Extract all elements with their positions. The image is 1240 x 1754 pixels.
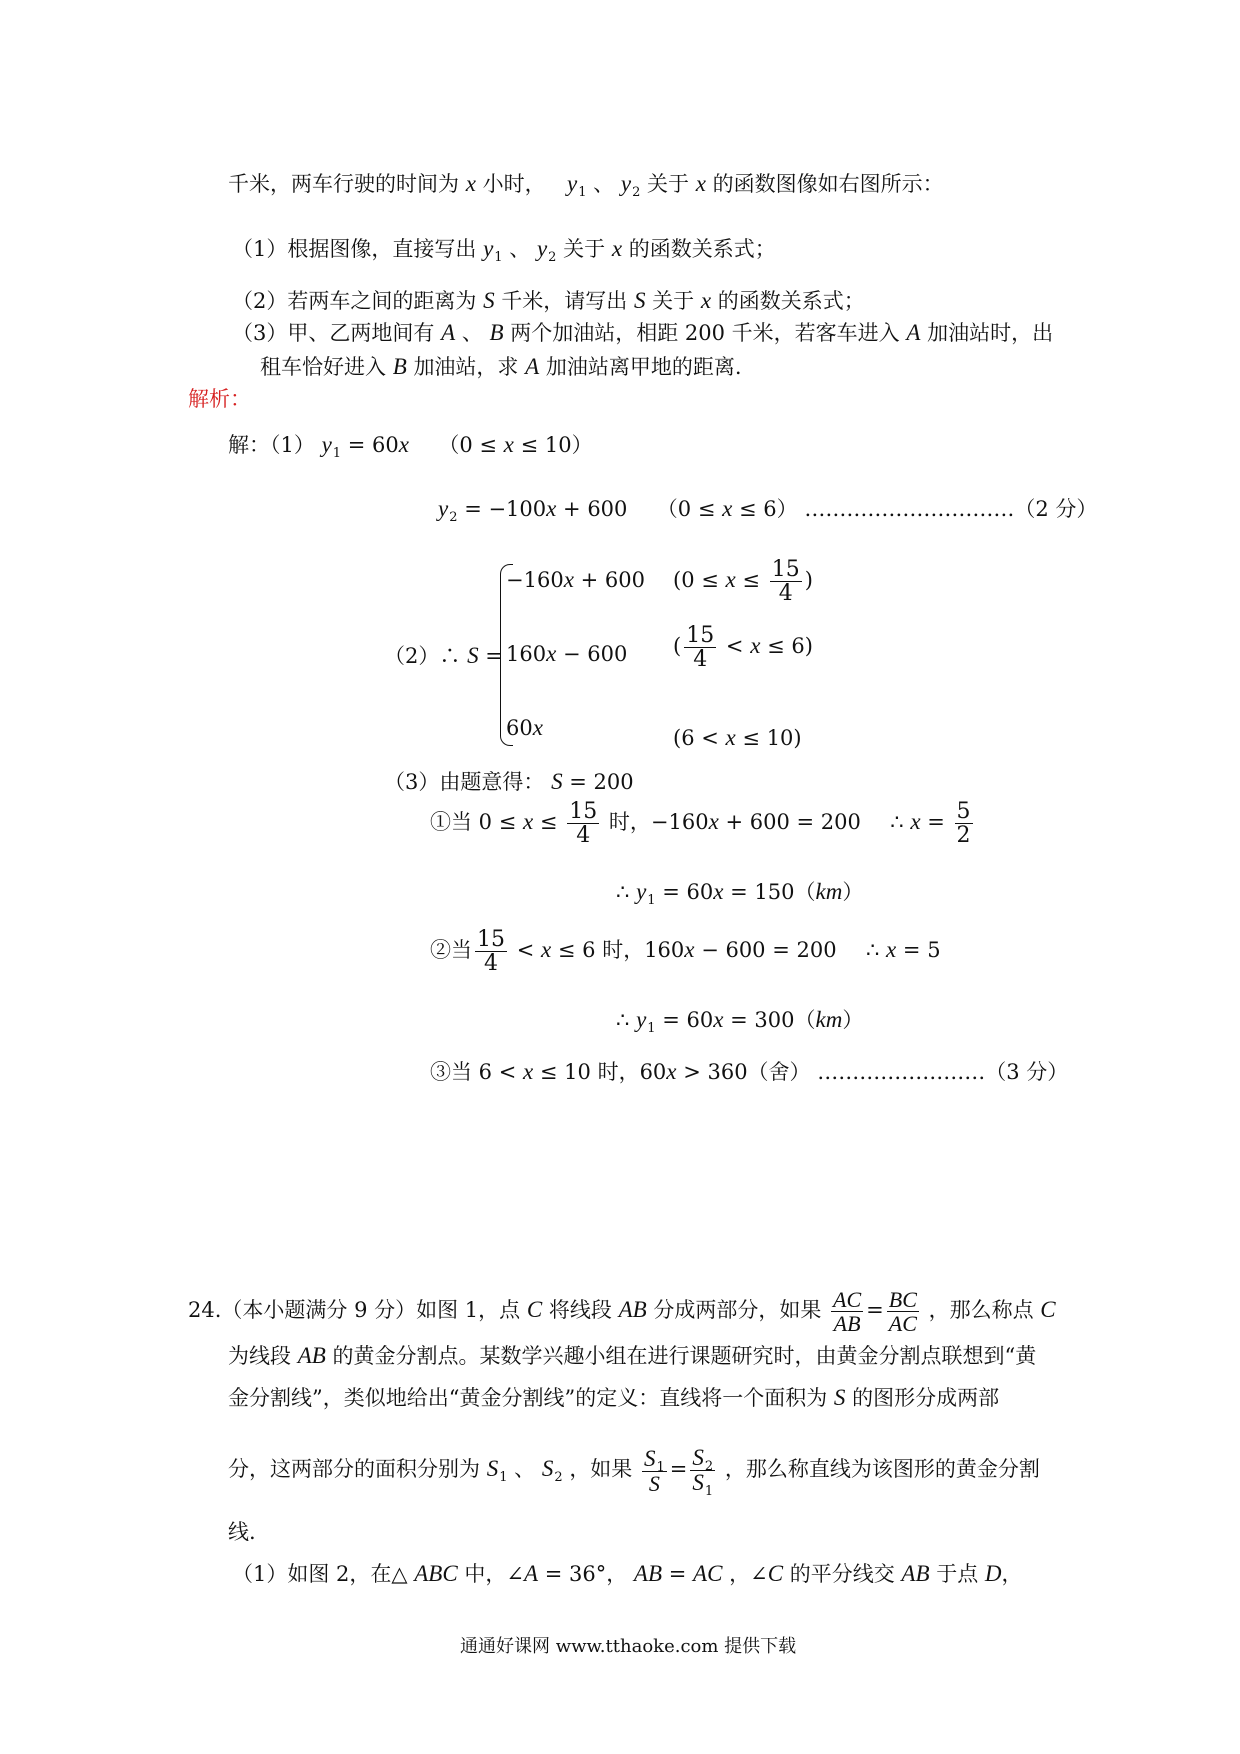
question-24-line-4: 分，这两部分的面积分别为 $S_1$ 、 $S_2$ ，如果 $\frac{S_1}{S}$ = $\frac{S_2}{S_1}$ ，那么称直线为该图形的黄金分割 <box>228 1445 1040 1500</box>
question-3-line-2 <box>260 355 742 378</box>
var-S: S <box>633 288 646 313</box>
intro-line <box>228 171 944 200</box>
text: ②当 <box>430 938 472 963</box>
text: ） <box>842 880 864 904</box>
solution-1-line-2 <box>438 496 1098 525</box>
var-x: x <box>750 633 761 659</box>
text: ≤ 6 时，160 <box>557 938 685 963</box>
fraction-s1-s: $\frac{S_1}{S}$ <box>644 1445 665 1496</box>
text: 租车恰好进入 <box>260 355 386 379</box>
text: 60 <box>506 716 533 740</box>
text: ≤ 10) <box>742 726 802 750</box>
text: 时，−160 <box>608 810 709 835</box>
var-A: A <box>525 354 540 379</box>
score-dots: …………………………（2 分） <box>804 497 1098 521</box>
var-x: x <box>725 567 736 593</box>
text: 的函数图像如右图所示： <box>712 172 944 196</box>
text: 的图形分成两部 <box>852 1386 1000 1410</box>
case-3-range <box>673 726 802 749</box>
text: 的函数关系式； <box>717 289 865 313</box>
var-y1: y <box>636 879 647 904</box>
var-A: A <box>906 320 921 345</box>
text: ，那么称点 <box>928 1298 1034 1323</box>
var-y2: y <box>536 236 548 261</box>
text: 的平分线交 <box>789 1562 895 1586</box>
text: = 150（ <box>730 880 816 904</box>
text: 解：（1） <box>228 433 315 457</box>
text: ， <box>1001 1562 1023 1586</box>
text: = <box>485 644 503 668</box>
text: 分，这两部分的面积分别为 <box>228 1457 480 1482</box>
text: + 600 <box>580 568 645 592</box>
text: 加油站离甲地的距离. <box>545 355 742 379</box>
fraction-15-4: $\frac{15}{4}$ <box>477 927 505 977</box>
subscript: 2 <box>548 250 557 265</box>
var-x: x <box>725 725 736 750</box>
case-2-expr <box>506 642 627 665</box>
solution-1-line-1 <box>228 432 593 461</box>
text: = 36°， <box>544 1562 628 1586</box>
var-AC: AC <box>693 1561 723 1586</box>
var-x: x <box>722 496 733 521</box>
text: ≤ 10 时，60 <box>539 1060 667 1084</box>
text: （1）如图 2，在△ <box>232 1562 408 1586</box>
text: ≤ 6) <box>767 634 813 659</box>
text: （3）甲、乙两地间有 <box>232 321 435 345</box>
question-24-line-6 <box>232 1562 1023 1585</box>
text: = 60 <box>347 433 399 457</box>
text: ≤ 6） <box>739 497 798 521</box>
var-x: x <box>532 715 543 740</box>
subscript: 2 <box>554 1470 563 1486</box>
var-S: S <box>467 643 479 668</box>
text: = 200 <box>569 770 634 794</box>
subscript: 2 <box>449 510 458 525</box>
question-24-line-3 <box>228 1386 999 1409</box>
text: − 600 = 200 <box>701 938 837 963</box>
score-dots: ……………………（3 分） <box>817 1060 1069 1084</box>
text: 分成两部分，如果 <box>653 1298 822 1323</box>
solution-3-case-2 <box>430 928 941 975</box>
text: = 300（ <box>730 1008 816 1032</box>
var-x: x <box>523 809 534 835</box>
text: 加油站，求 <box>413 355 519 379</box>
var-x: x <box>523 1059 534 1084</box>
text: 、 <box>461 321 483 345</box>
var-C: C <box>767 1561 784 1586</box>
text: 千米，请写出 <box>501 289 628 313</box>
solution-3-case-1 <box>430 800 976 847</box>
var-x: x <box>503 432 514 457</box>
text: 、 <box>509 237 531 261</box>
text: ∴ <box>616 880 630 904</box>
text: 的黄金分割点。某数学兴趣小组在进行课题研究时，由黄金分割点联想到“黄 <box>332 1344 1037 1368</box>
var-x: x <box>563 567 574 592</box>
var-AB: AB <box>901 1561 930 1586</box>
question-24-line-2 <box>228 1344 1036 1367</box>
text: = <box>668 1562 687 1586</box>
var-x: x <box>465 171 476 196</box>
var-A: A <box>441 320 456 345</box>
var-D: D <box>984 1561 1002 1586</box>
text: ≤ <box>539 810 558 835</box>
subscript: 1 <box>499 1470 508 1486</box>
text: ，那么称直线为该图形的黄金分割 <box>724 1457 1040 1482</box>
text: (6 < <box>673 726 719 750</box>
text: < <box>725 634 744 659</box>
case-1-range <box>673 558 813 605</box>
var-y1: y <box>566 171 578 196</box>
text: （1）根据图像，直接写出 <box>232 237 477 261</box>
case-2-range <box>673 624 813 671</box>
text: = −100 <box>464 497 547 521</box>
solution-3-result-1 <box>616 879 864 908</box>
text: 、 <box>593 172 615 196</box>
var-x: x <box>546 496 557 521</box>
text: 千米，两车行驶的时间为 <box>228 172 459 196</box>
text: （0 ≤ <box>656 497 716 521</box>
fraction-15-4: $\frac{15}{4}$ <box>686 623 715 673</box>
var-C: C <box>526 1297 543 1323</box>
text: + 600 <box>563 497 628 521</box>
text: 两个加油站，相距 200 千米，若客车进入 <box>510 321 900 345</box>
text: − 600 <box>563 642 628 666</box>
footer: 通通好课网 www.tthaoke.com 提供下载 <box>460 1636 797 1657</box>
text: + 600 = 200 <box>725 810 861 835</box>
var-x: x <box>910 809 921 835</box>
var-C: C <box>1040 1297 1056 1323</box>
solution-3-line-1 <box>384 770 634 793</box>
text: = 5 <box>902 938 941 963</box>
var-AB: AB <box>618 1297 647 1323</box>
text: ∴ <box>890 810 904 835</box>
text: ） <box>842 1008 864 1032</box>
text: 加油站时，出 <box>927 321 1054 345</box>
text: > 360（舍） <box>683 1060 811 1084</box>
text: （2）若两车之间的距离为 <box>232 289 477 313</box>
case-3-expr <box>506 716 543 739</box>
text: (0 ≤ <box>673 568 719 593</box>
text: ∴ <box>865 938 880 963</box>
question-24-line-5: 线. <box>228 1520 256 1544</box>
var-x: x <box>713 1007 724 1032</box>
var-x: x <box>886 937 897 963</box>
fraction-5-2: $\frac{5}{2}$ <box>956 799 971 849</box>
text: ①当 0 ≤ <box>430 810 517 835</box>
var-x: x <box>700 288 712 313</box>
var-B: B <box>392 354 407 379</box>
var-x: x <box>540 937 552 963</box>
text: （2）∴ <box>384 644 461 668</box>
text: = 60 <box>662 1008 714 1032</box>
var-y1: y <box>483 236 494 261</box>
var-AB: AB <box>297 1343 326 1368</box>
fraction-bc-ac: $\frac{BC}{AC}$ <box>888 1287 917 1337</box>
var-x: x <box>546 641 557 666</box>
subscript: 1 <box>647 893 656 908</box>
text: ，∠ <box>729 1562 768 1586</box>
text: ③当 6 < <box>430 1060 517 1084</box>
var-x: x <box>398 432 409 457</box>
text: 关于 <box>652 289 695 313</box>
text: 中，∠ <box>464 1562 524 1586</box>
unit-km: km <box>815 879 843 904</box>
question-2 <box>232 289 865 312</box>
var-x: x <box>684 937 695 963</box>
solution-2-prefix <box>384 644 503 667</box>
var-y1: y <box>636 1007 647 1032</box>
text: 关于 <box>647 172 690 196</box>
text: ( <box>673 634 682 659</box>
var-x: x <box>695 171 706 196</box>
solution-3-case-3 <box>430 1060 1068 1083</box>
text: = 60 <box>662 880 714 904</box>
unit-km: km <box>815 1007 843 1032</box>
text: 关于 <box>563 237 606 261</box>
text: 、 <box>514 1457 536 1482</box>
var-y1: y <box>321 432 332 457</box>
var-ABC: ABC <box>414 1561 458 1586</box>
var-S1: S <box>486 1456 499 1482</box>
text: ∴ <box>616 1008 630 1032</box>
text: （0 ≤ <box>438 433 497 457</box>
subscript: 1 <box>647 1021 656 1036</box>
text: 的函数关系式； <box>628 237 776 261</box>
text: < <box>516 938 535 963</box>
text: 小时， <box>482 172 546 196</box>
var-S2: S <box>541 1456 554 1482</box>
text: （3）由题意得： <box>384 770 545 794</box>
fraction-ac-ab: $\frac{AC}{AB}$ <box>833 1287 862 1337</box>
text: −160 <box>506 568 564 592</box>
var-x: x <box>666 1059 677 1084</box>
fraction-15-4: $\frac{15}{4}$ <box>771 557 800 607</box>
analysis-label: 解析： <box>188 387 251 411</box>
fraction-15-4: $\frac{15}{4}$ <box>569 799 598 849</box>
text: 于点 <box>936 1562 979 1586</box>
text: ，如果 <box>569 1457 633 1482</box>
var-x: x <box>713 879 724 904</box>
var-B: B <box>489 320 504 345</box>
subscript: 1 <box>578 185 587 200</box>
subscript: 1 <box>332 446 342 461</box>
text: ≤ 10） <box>520 433 593 457</box>
var-S: S <box>833 1385 846 1410</box>
question-3-line-1 <box>232 321 1053 344</box>
text: ≤ <box>742 568 761 593</box>
fraction-s2-s1: $\frac{S_2}{S_1}$ <box>692 1445 714 1500</box>
solution-3-result-2 <box>616 1007 864 1036</box>
var-S: S <box>551 769 563 794</box>
var-S: S <box>483 288 495 313</box>
text: ) <box>804 568 813 593</box>
case-1-expr <box>506 568 645 591</box>
subscript: 1 <box>494 250 503 265</box>
var-A: A <box>523 1561 539 1586</box>
var-x: x <box>611 236 623 261</box>
var-x: x <box>708 809 719 835</box>
text: 金分割线”，类似地给出“黄金分割线”的定义：直线将一个面积为 <box>228 1386 828 1410</box>
text: 160 <box>506 642 547 666</box>
var-AB: AB <box>633 1561 663 1586</box>
text: = <box>927 810 945 835</box>
question-1 <box>232 236 776 265</box>
question-24-line-1: 24.（本小题满分 9 分）如图 1，点 C 将线段 AB 分成两部分，如果 $\frac{AC}{AB}$ = $\frac{BC}{AC}$ ，那么称点 C <box>188 1287 1056 1337</box>
text: 将线段 <box>548 1298 612 1323</box>
var-y2: y <box>438 496 449 521</box>
text: 24.（本小题满分 9 分）如图 1，点 <box>188 1298 521 1323</box>
text: 为线段 <box>228 1344 291 1368</box>
subscript: 2 <box>632 185 641 200</box>
var-y2: y <box>620 171 632 196</box>
